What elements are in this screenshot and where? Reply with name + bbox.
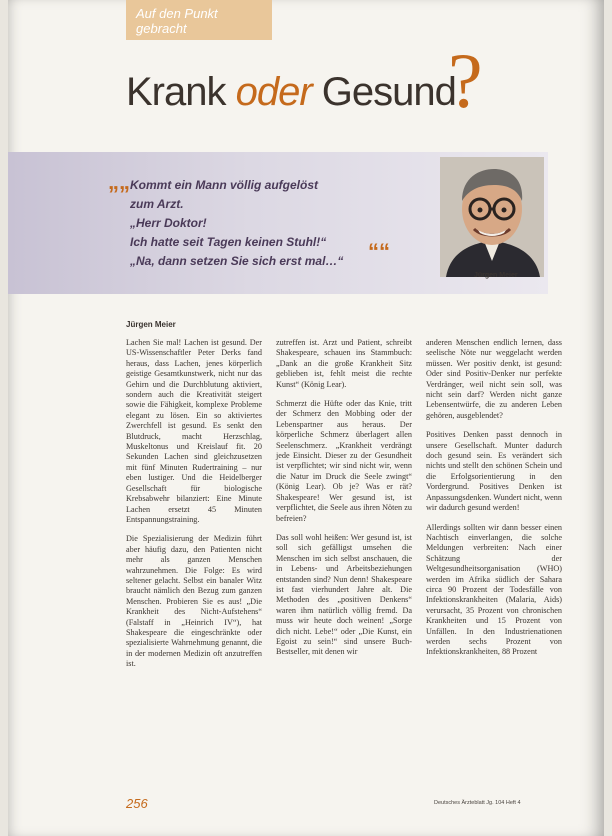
magazine-page	[8, 0, 604, 836]
article-title	[126, 70, 456, 115]
quote-line: Kommt ein Mann völlig aufgelöst	[130, 178, 319, 192]
title-accent-word: oder	[235, 70, 312, 114]
section-tag-line-1: Auf den Punkt	[136, 6, 218, 21]
quote-line: zum Arzt.	[130, 197, 184, 211]
quote-close-mark: ““	[368, 239, 390, 264]
paragraph: Die Spezialisierung der Medizin führt aber häufig dazu, den Patienten nicht mehr als ganzen Menschen wahrzunehmen. Die Folge: Es wird seltener gelacht. Selbst ein banaler Witz braucht nämlich den Bezug zum ganzen Menschen. Probieren Sie es aus! „Die Krankheit des Nicht-Aufstehens“ (Falstaff in „Heinrich IV“), hat Shakespeare die eingeschränkte oder spezialisierte Wahrnehmung genannt, die in der modernen Medizin oft anzutreffen ist.	[126, 534, 262, 669]
paragraph: zutreffen ist. Arzt und Patient, schreibt Shakespeare, schauen ins Stammbuch: „Dank an die große Krankheit Sitz geblieben ist, fehlt meist die rechte Kunst“ (König Lear).	[276, 338, 412, 389]
text-column-1	[126, 338, 262, 679]
journal-footer: Deutsches Ärzteblatt Jg. 104 Heft 4	[434, 800, 521, 806]
author-photo	[440, 157, 544, 277]
pull-quote	[108, 169, 390, 271]
quote-line: „Herr Doktor!	[130, 216, 207, 230]
quote-open-mark: „„	[108, 169, 130, 194]
paragraph: Positives Denken passt dennoch in unsere Gesellschaft. Munter dadurch doch gesund sein. Es verändert sich nichts und stellt den schönen Schein und die Erfolgsorientierung in den Vordergrund. Positives Denken ist Anpassungsdenken. Wundert nicht, wenn wir dadurch gesund werden!	[426, 430, 562, 513]
title-part-1: Krank	[126, 70, 236, 114]
text-column-3	[426, 338, 562, 667]
paragraph: Das soll wohl heißen: Wer gesund ist, ist soll sich gefälligst umsehen die Menschen im sich selbst anschauen, die in Lebens- und Arbeitsbeziehungen entstanden sind? Nun denn! Shakespeare ist fast vierhundert Jahre alt. Die Methoden des „positiven Denkens“ waren ihm natürlich völlig fremd. Da muss wir heute doch weinen! „Sorge dich nicht. Lebe!“ oder „Die Kunst, ein Egoist zu sein!“ sind unsere Buch-Bestseller, mit denen wir	[276, 532, 412, 657]
photo-caption: Jürgen Meier	[474, 272, 518, 279]
question-mark-icon: ?	[448, 37, 483, 124]
section-tag	[126, 0, 272, 40]
portrait-image	[440, 157, 544, 277]
paragraph: anderen Menschen endlich lernen, dass seelische Nöte nur weggelacht werden müssen. Wer positiv denkt, ist gesund: Oder sind Positiv-Denker nur perfekte Verdränger, weil nicht sein soll, was nicht sein darf? Werden nicht ganze Lebensentwürfe, die zu anderen Leben gehören, ausgeblendet?	[426, 338, 562, 420]
title-part-2: Gesund	[311, 70, 456, 114]
page-number: 256	[126, 796, 148, 811]
text-column-2	[276, 338, 412, 667]
paragraph: Allerdings sollten wir dann besser einen Nachtisch einverlangen, die solche Meldungen verbreiten: Nach einer Schätzung der Weltgesundheitsorganisation (WHO) werden im Afrika südlich der Sahara circa 90 Prozent der Todesfälle von Infektionskrankheiten (Malaria, Aids) verursacht, 35 Prozent von chronischen Krankheiten und 15 Prozent von Unfällen. In den Industrienationen werden sechs Prozent von Infektionskrankheiten, 88 Prozent	[426, 522, 562, 657]
section-tag-line-2: gebracht	[136, 21, 187, 36]
paragraph: Schmerzt die Hüfte oder das Knie, tritt der Schmerz den Mobbing oder der Lebenspartner aus heraus. Der körperliche Schmerz überlagert allen Seelenschmerz. „Krankheit verdrängt jede Einsicht. Dieser zu der Gesundheit ist verpflichtet; wir sind nicht wir, wenn die Natur im Druck die Seele zwingt“ (König Lear). Ob je? Was er rät? Shakespeare! Wer gesund ist, ist verpflichtet, die Seele aus ihren Nöten zu befreien?	[276, 399, 412, 523]
paragraph: Lachen Sie mal! Lachen ist gesund. Der US-Wissenschaftler Peter Derks fand heraus, dass Lachen, jenes körperlich geistige Gesamtkunstwerk, nicht nur das Gehirn und die Durchblutung aktiviert, sondern auch die Kreativität steigert sowie die Fähigkeit, komplexe Probleme elegant zu lösen. Ein so aktiviertes Zwerchfell ist gesund. Es senkt den Blutdruck, macht Herzschlag, Muskeltonus und Kreislauf fit. 20 Sekunden Lachen sind gleichzusetzen mit fünf Minuten Rudertraining – nur eben lustiger. Und die Heidelberger Gesellschaft für biologische Krebsabwehr bilanziert: Eine Minute Lachen ersetzt 45 Minuten Entspannungstraining.	[126, 338, 262, 524]
quote-line: Ich hatte seit Tagen keinen Stuhl!“	[130, 235, 327, 249]
author-byline: Jürgen Meier	[126, 320, 176, 329]
quote-line: „Na, dann setzen Sie sich erst mal…“	[130, 254, 344, 268]
